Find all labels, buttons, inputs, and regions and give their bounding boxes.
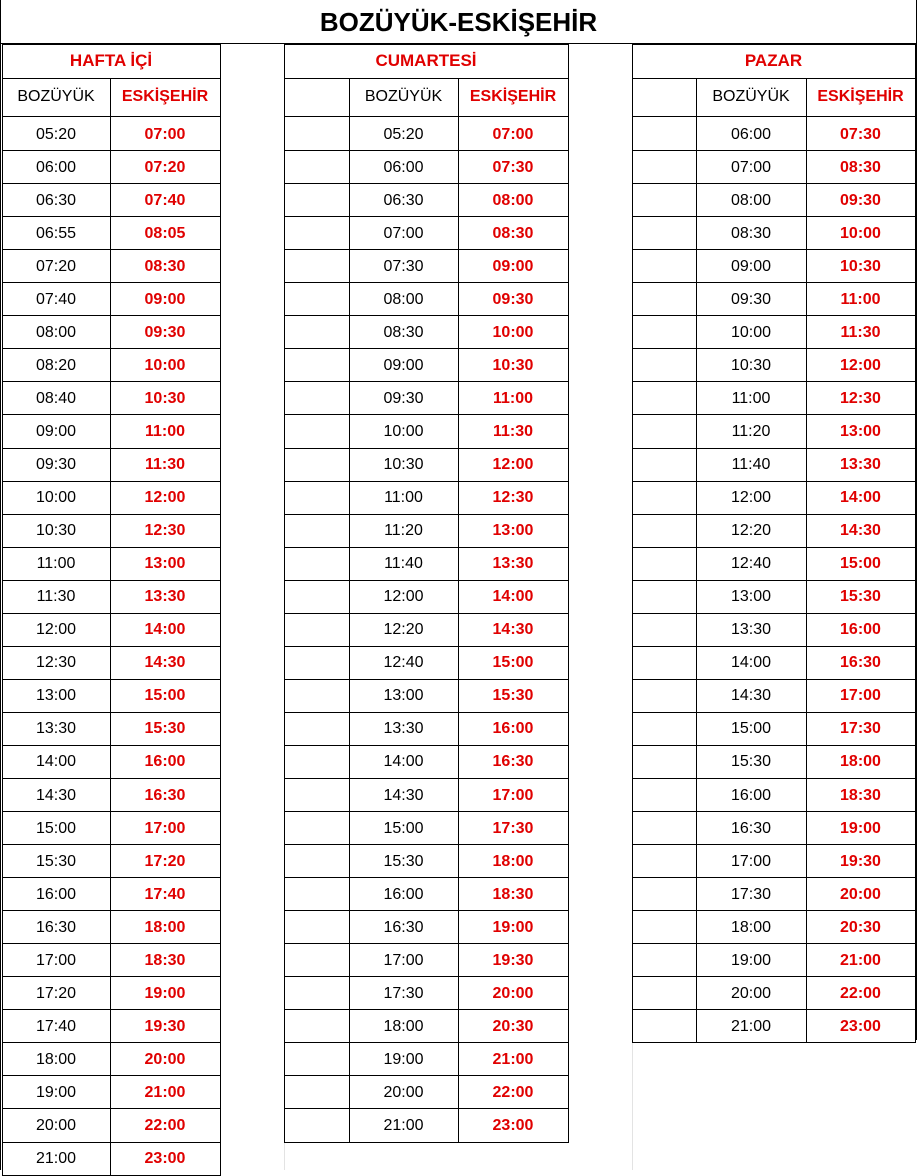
arrival-time: 16:00: [144, 753, 186, 771]
section-border-top: [284, 44, 568, 45]
departure-time: 09:30: [383, 389, 424, 407]
arrival-time: 12:30: [840, 389, 881, 407]
arrival-time: 09:30: [144, 323, 186, 341]
departure-time: 10:00: [35, 489, 77, 507]
departure-time: 16:00: [35, 885, 77, 903]
departure-time: 13:30: [730, 621, 772, 639]
arrival-time: 17:30: [840, 720, 881, 738]
departure-time: 11:20: [384, 522, 423, 540]
departure-time: 10:30: [383, 456, 424, 474]
departure-time: 14:00: [35, 753, 77, 771]
departure-time: 14:00: [730, 654, 772, 672]
arrival-time: 18:00: [492, 852, 534, 870]
departure-time: 16:30: [730, 819, 772, 837]
departure-time: 10:30: [35, 522, 77, 540]
arrival-time: 16:30: [840, 654, 881, 672]
departure-time: 19:00: [383, 1050, 424, 1068]
arrival-time: 15:30: [492, 687, 534, 705]
arrival-time: 17:00: [144, 819, 186, 837]
arrival-time: 07:00: [144, 125, 186, 143]
departure-time: 19:00: [730, 951, 772, 969]
sheet-border-left: [0, 0, 1, 1170]
departure-time: 12:40: [730, 555, 772, 573]
section-border: [284, 78, 568, 79]
departure-time: 20:00: [730, 984, 772, 1002]
departure-time: 07:30: [383, 257, 424, 275]
arrival-time: 21:00: [840, 951, 881, 969]
arrival-time: 18:00: [840, 753, 881, 771]
departure-time: 13:00: [383, 687, 424, 705]
departure-time: 07:40: [35, 290, 77, 308]
departure-time: 16:00: [730, 786, 772, 804]
arrival-time: 14:00: [144, 621, 186, 639]
departure-time: 05:20: [35, 125, 77, 143]
departure-time: 12:20: [383, 621, 424, 639]
departure-time: 10:00: [730, 323, 772, 341]
arrival-time: 14:30: [492, 621, 534, 639]
departure-time: 06:55: [35, 224, 77, 242]
departure-time: 15:30: [35, 852, 77, 870]
arrival-time: 10:30: [144, 389, 186, 407]
departure-time: 16:30: [383, 918, 424, 936]
departure-time: 10:30: [730, 356, 772, 374]
header-border: [2, 116, 220, 117]
departure-time: 08:00: [730, 191, 772, 209]
arrival-time: 09:00: [492, 257, 534, 275]
departure-time: 05:20: [383, 125, 424, 143]
departure-time: 15:30: [383, 852, 424, 870]
arrival-time: 13:00: [144, 555, 186, 573]
header-border: [284, 116, 568, 117]
arrival-time: 19:00: [840, 819, 881, 837]
arrival-time: 22:00: [492, 1083, 534, 1101]
departure-time: 14:30: [35, 786, 77, 804]
departure-time: 12:20: [730, 522, 772, 540]
arrival-time: 11:00: [840, 290, 881, 308]
arrival-time: 11:30: [144, 456, 186, 474]
arrival-time: 23:00: [144, 1150, 186, 1168]
arrival-time: 20:00: [144, 1050, 186, 1068]
arrival-time: 19:30: [492, 951, 534, 969]
arrival-time: 07:30: [840, 125, 881, 143]
arrival-time: 21:00: [492, 1050, 534, 1068]
arrival-time: 19:00: [492, 918, 534, 936]
arrival-time: 09:30: [840, 191, 881, 209]
departure-time: 08:00: [383, 290, 424, 308]
departure-time: 09:00: [35, 422, 77, 440]
section-header: PAZAR: [744, 51, 803, 70]
arrival-time: 12:30: [144, 522, 186, 540]
arrival-time: 12:00: [144, 489, 186, 507]
departure-time: 17:30: [383, 984, 424, 1002]
arrival-time: 13:30: [492, 555, 534, 573]
arrival-time: 19:30: [144, 1017, 186, 1035]
section-header: HAFTA İÇİ: [69, 51, 153, 70]
arrival-time: 23:00: [492, 1117, 534, 1135]
arrival-time: 11:00: [492, 389, 534, 407]
departure-time: 07:00: [730, 158, 772, 176]
departure-time: 20:00: [35, 1117, 77, 1135]
arrival-time: 08:00: [492, 191, 534, 209]
arrival-time: 15:00: [492, 654, 534, 672]
departure-time: 11:40: [384, 555, 423, 573]
arrival-time: 11:30: [840, 323, 881, 341]
departure-time: 15:00: [383, 819, 424, 837]
arrival-time: 12:30: [492, 489, 534, 507]
departure-time: 07:20: [35, 257, 77, 275]
arrival-time: 13:00: [840, 422, 881, 440]
departure-time: 17:00: [383, 951, 424, 969]
arrival-time: 15:30: [144, 720, 186, 738]
arrival-time: 08:05: [144, 224, 186, 242]
arrival-time: 11:30: [492, 422, 534, 440]
departure-time: 15:00: [35, 819, 77, 837]
departure-time: 11:00: [384, 489, 423, 507]
departure-time: 16:00: [383, 885, 424, 903]
arrival-time: 15:00: [840, 555, 881, 573]
departure-time: 09:00: [383, 356, 424, 374]
arrival-time: 21:00: [144, 1083, 186, 1101]
arrival-time: 18:00: [144, 918, 186, 936]
arrival-time: 20:30: [840, 918, 881, 936]
column-header-to: ESKİŞEHİR: [469, 88, 557, 105]
departure-time: 06:00: [383, 158, 424, 176]
departure-time: 17:00: [730, 852, 772, 870]
departure-time: 06:00: [730, 125, 772, 143]
arrival-time: 19:00: [144, 984, 186, 1002]
departure-time: 13:00: [35, 687, 77, 705]
arrival-time: 22:00: [840, 984, 881, 1002]
arrival-time: 07:20: [144, 158, 186, 176]
departure-time: 13:30: [383, 720, 424, 738]
departure-time: 17:40: [35, 1017, 77, 1035]
departure-time: 17:00: [35, 951, 77, 969]
arrival-time: 07:00: [492, 125, 534, 143]
arrival-time: 09:30: [492, 290, 534, 308]
arrival-time: 10:30: [492, 356, 534, 374]
departure-time: 12:40: [383, 654, 424, 672]
departure-time: 09:00: [730, 257, 772, 275]
arrival-time: 11:00: [144, 422, 186, 440]
arrival-time: 14:30: [840, 522, 881, 540]
departure-time: 12:30: [35, 654, 77, 672]
arrival-time: 18:30: [144, 951, 186, 969]
section-border-left: [284, 44, 285, 1143]
column-header-from: BOZÜYÜK: [17, 88, 95, 105]
column-header-from: BOZÜYÜK: [364, 88, 443, 105]
departure-time: 20:00: [383, 1083, 424, 1101]
arrival-time: 20:00: [492, 984, 534, 1002]
departure-time: 21:00: [35, 1150, 77, 1168]
departure-time: 11:00: [36, 555, 76, 573]
section-border-right: [220, 44, 221, 1176]
arrival-time: 17:30: [492, 819, 534, 837]
arrival-time: 20:00: [840, 885, 881, 903]
departure-time: 14:30: [383, 786, 424, 804]
arrival-time: 10:00: [492, 323, 534, 341]
page-title: BOZÜYÜK-ESKİŞEHİR: [319, 6, 598, 37]
column-header-from: BOZÜYÜK: [712, 88, 790, 105]
departure-time: 19:00: [35, 1083, 77, 1101]
arrival-time: 18:30: [840, 786, 881, 804]
arrival-time: 08:30: [840, 158, 881, 176]
departure-time: 13:30: [35, 720, 77, 738]
arrival-time: 09:00: [144, 290, 186, 308]
arrival-time: 13:30: [840, 456, 881, 474]
section-border-right: [568, 44, 569, 1143]
arrival-time: 23:00: [840, 1017, 881, 1035]
departure-time: 09:30: [35, 456, 77, 474]
arrival-time: 13:30: [144, 588, 186, 606]
departure-time: 14:30: [730, 687, 772, 705]
departure-time: 15:00: [730, 720, 772, 738]
section-border: [2, 78, 220, 79]
departure-time: 06:30: [35, 191, 77, 209]
arrival-time: 10:00: [144, 356, 186, 374]
departure-time: 17:30: [730, 885, 772, 903]
arrival-time: 07:30: [492, 158, 534, 176]
arrival-time: 08:30: [144, 257, 186, 275]
arrival-time: 12:00: [492, 456, 534, 474]
departure-time: 11:20: [731, 422, 771, 440]
row-border: [632, 1042, 915, 1043]
section-border-top: [2, 44, 220, 45]
departure-time: 15:30: [730, 753, 772, 771]
section-border-right: [915, 44, 916, 1043]
arrival-time: 22:00: [144, 1117, 186, 1135]
departure-time: 06:30: [383, 191, 424, 209]
arrival-time: 10:00: [840, 224, 881, 242]
arrival-time: 08:30: [492, 224, 534, 242]
departure-time: 08:30: [383, 323, 424, 341]
arrival-time: 16:30: [492, 753, 534, 771]
departure-time: 21:00: [383, 1117, 424, 1135]
departure-time: 12:00: [35, 621, 77, 639]
section-header: CUMARTESİ: [375, 51, 477, 70]
arrival-time: 18:30: [492, 885, 534, 903]
departure-time: 16:30: [35, 918, 77, 936]
departure-time: 18:00: [35, 1050, 77, 1068]
departure-time: 08:20: [35, 356, 77, 374]
arrival-time: 15:00: [144, 687, 186, 705]
departure-time: 13:00: [730, 588, 772, 606]
departure-time: 11:40: [731, 456, 771, 474]
departure-time: 09:30: [730, 290, 772, 308]
section-border: [632, 78, 915, 79]
row-border: [284, 1142, 568, 1143]
arrival-time: 14:30: [144, 654, 186, 672]
departure-time: 11:30: [36, 588, 76, 606]
departure-time: 12:00: [730, 489, 772, 507]
arrival-time: 17:20: [144, 852, 186, 870]
departure-time: 11:00: [731, 389, 771, 407]
arrival-time: 16:30: [144, 786, 186, 804]
departure-time: 14:00: [383, 753, 424, 771]
arrival-time: 17:00: [492, 786, 534, 804]
section-border-left: [632, 44, 633, 1043]
arrival-time: 17:40: [144, 885, 186, 903]
arrival-time: 16:00: [492, 720, 534, 738]
arrival-time: 15:30: [840, 588, 881, 606]
departure-time: 18:00: [730, 918, 772, 936]
departure-time: 08:00: [35, 323, 77, 341]
departure-time: 21:00: [730, 1017, 772, 1035]
arrival-time: 12:00: [840, 356, 881, 374]
header-border: [632, 116, 915, 117]
column-header-to: ESKİŞEHİR: [817, 88, 904, 105]
arrival-time: 17:00: [840, 687, 881, 705]
departure-time: 08:30: [730, 224, 772, 242]
arrival-time: 20:30: [492, 1017, 534, 1035]
arrival-time: 13:00: [492, 522, 534, 540]
departure-time: 08:40: [35, 389, 77, 407]
column-header-to: ESKİŞEHİR: [121, 88, 209, 105]
section-border-top: [632, 44, 915, 45]
arrival-time: 07:40: [144, 191, 186, 209]
arrival-time: 10:30: [840, 257, 881, 275]
arrival-time: 14:00: [492, 588, 534, 606]
arrival-time: 14:00: [840, 489, 881, 507]
departure-time: 10:00: [383, 422, 424, 440]
departure-time: 17:20: [35, 984, 77, 1002]
departure-time: 12:00: [383, 588, 424, 606]
departure-time: 06:00: [35, 158, 77, 176]
arrival-time: 19:30: [840, 852, 881, 870]
departure-time: 07:00: [383, 224, 424, 242]
arrival-time: 16:00: [840, 621, 881, 639]
departure-time: 18:00: [383, 1017, 424, 1035]
